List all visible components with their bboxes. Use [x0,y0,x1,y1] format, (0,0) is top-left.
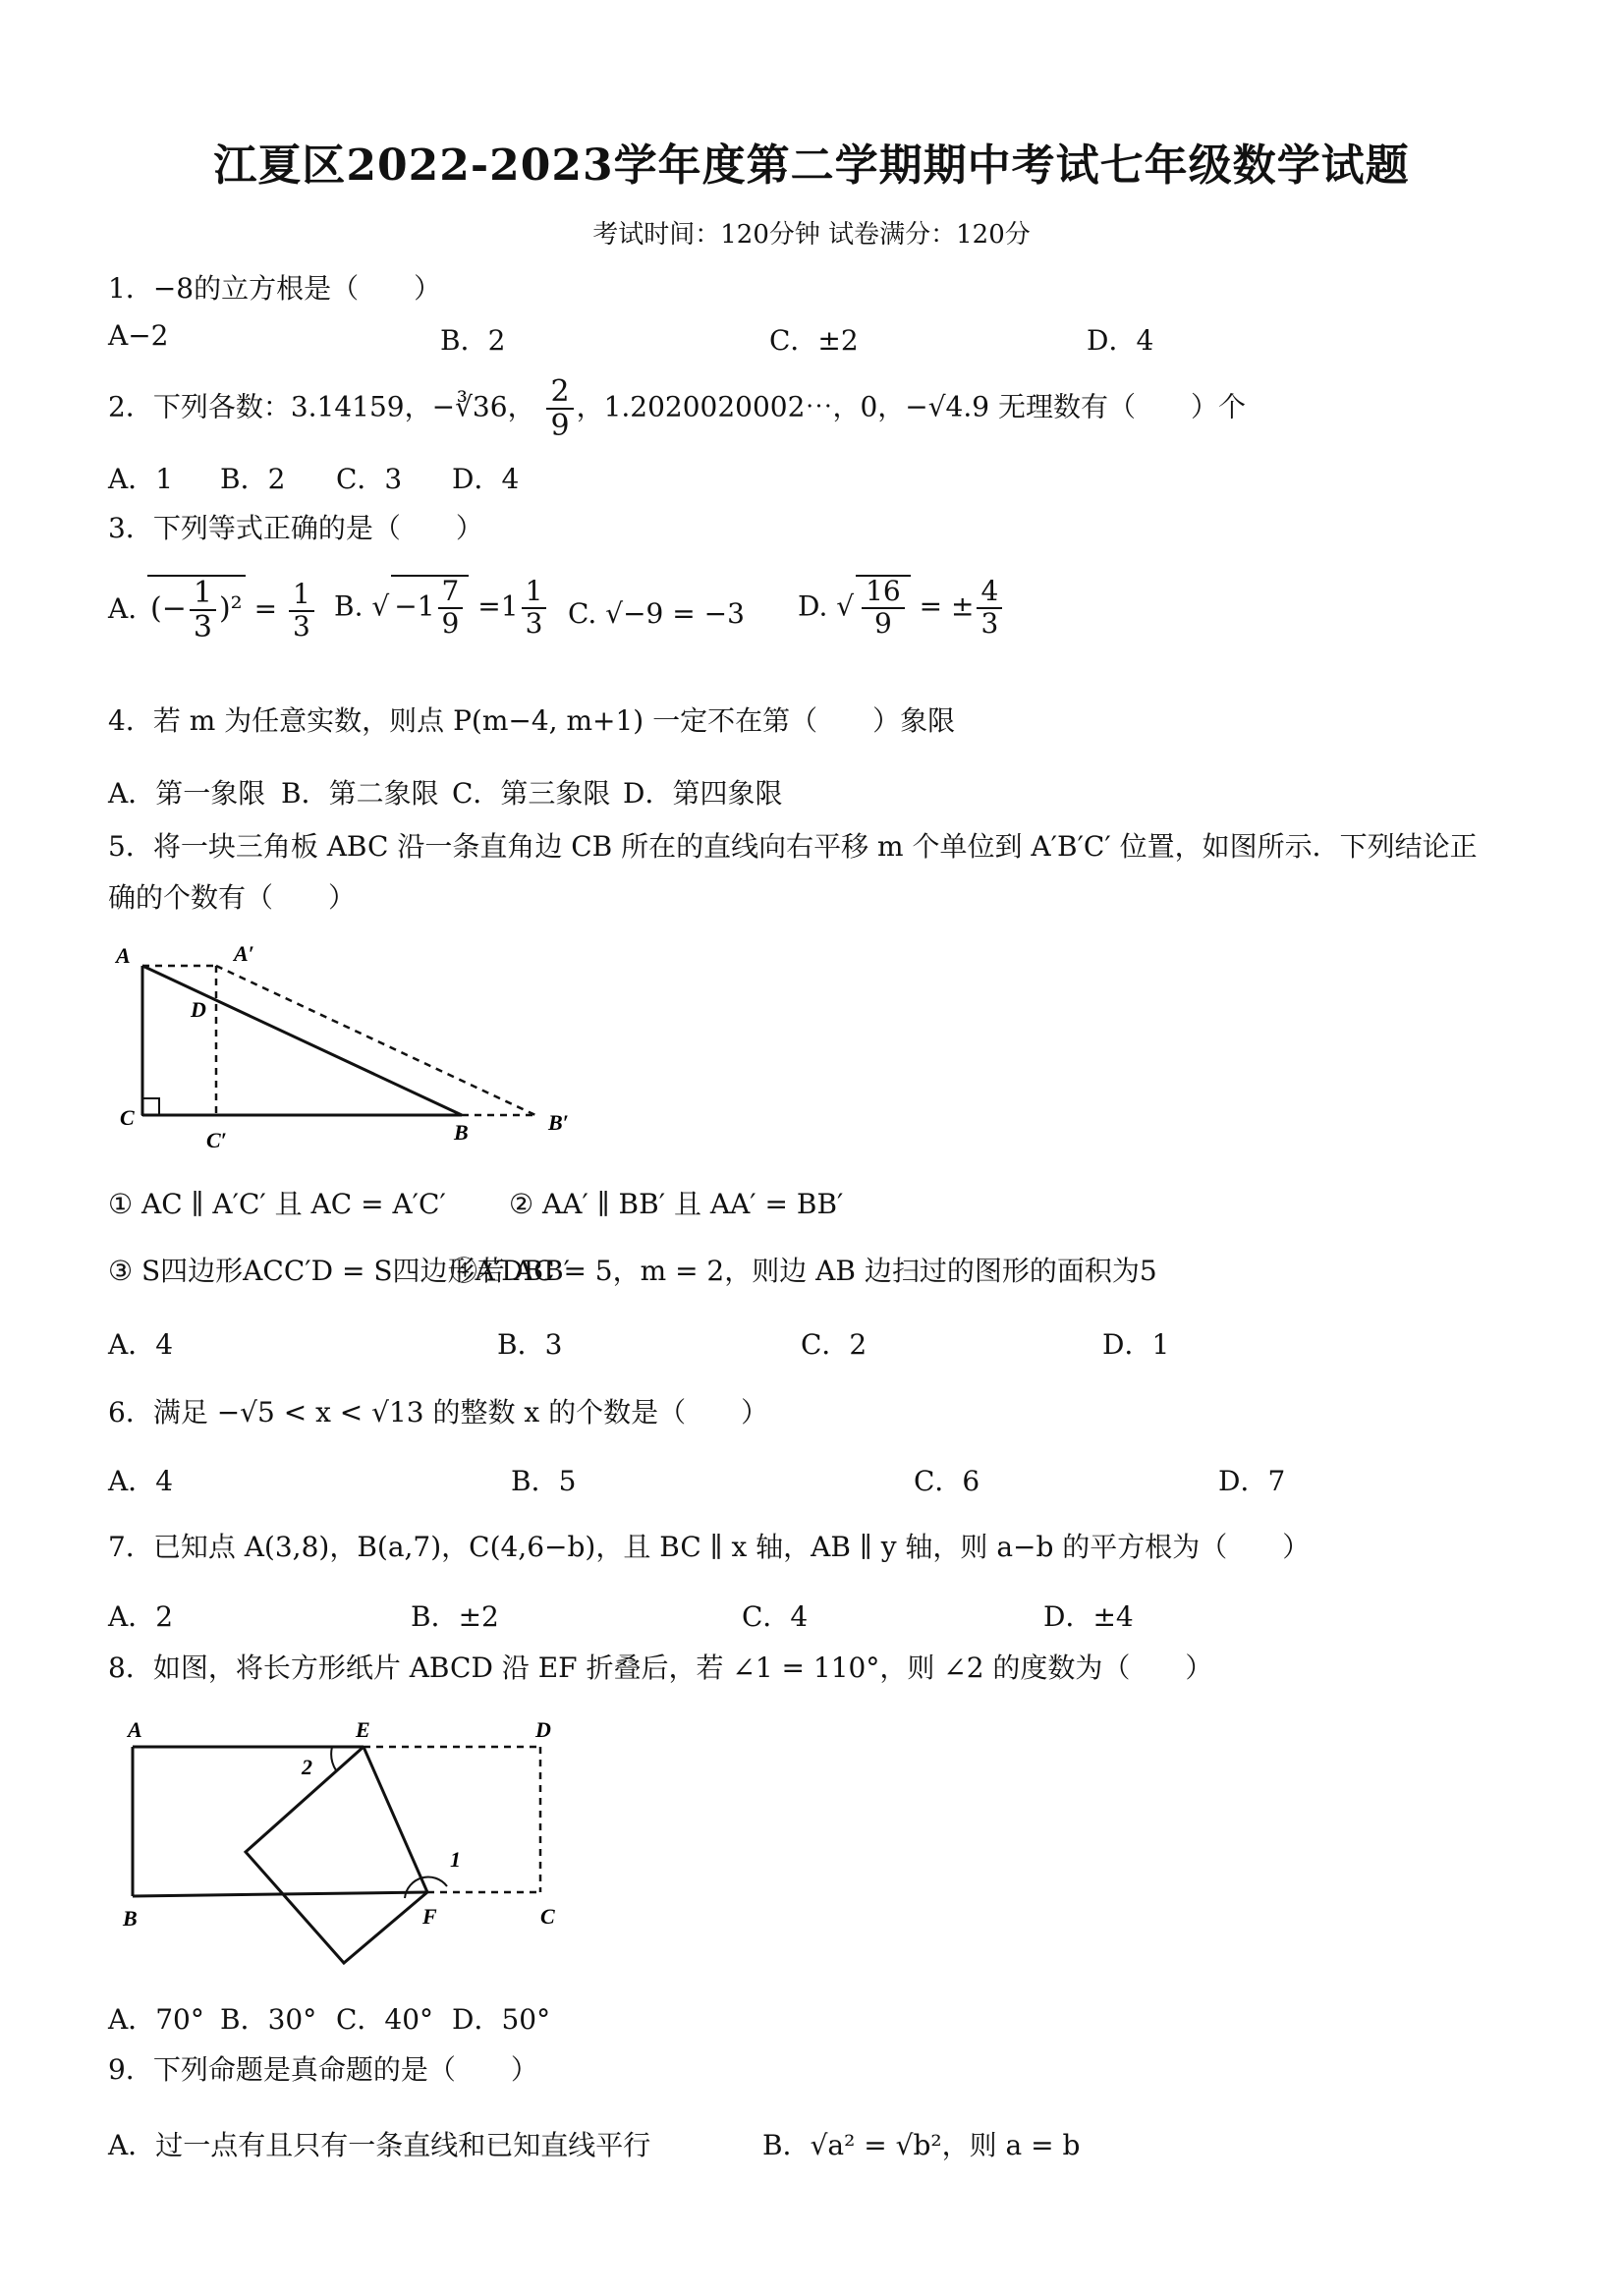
q5-label-C-prime: C′ [206,1128,227,1149]
q8-label-F: F [422,1904,437,1929]
q9-option-b: B．√a² = √b²，则 a = b [762,2129,1081,2161]
q3-stem: 3．下列等式正确的是（ ） [108,512,483,544]
q3-option-b: B. √ −1 $\frac{7}{9}$ =1 $\frac{1}{3}$ [334,575,549,640]
q4-stem: 4．若 m 为任意实数，则点 P(m−4, m+1) 一定不在第（ ）象限 [108,704,956,737]
q8-folded-rectangle-figure [108,1709,580,1975]
q4-option-a: A．第一象限 [108,777,266,810]
q8-label-D: D [535,1717,551,1742]
q5-stem-line2: 确的个数有（ ） [108,881,357,914]
q8-label-E: E [356,1717,370,1742]
q8-label-angle-2: 2 [302,1755,312,1779]
q2-option-c: C．3 [336,463,403,495]
q3-option-a: A. (− $\frac{1}{3}$ )² = $\frac{1}{3}$ [108,575,317,644]
q7-stem: 7．已知点 A(3,8)，B(a,7)，C(4,6−b)，且 BC ∥ x 轴，AB ∥ y 轴，则 a−b 的平方根为（ ） [108,1531,1311,1563]
q8-label-A: A [128,1717,142,1742]
q5-option-b: B．3 [497,1328,563,1361]
q3-option-d: D. √ $\frac{16}{9}$ = ± $\frac{4}{3}$ [798,575,1005,640]
q1-option-b: B．2 [440,324,506,357]
q1-stem: 1．−8的立方根是（ ） [108,272,442,305]
q5-label-B: B [454,1120,469,1145]
q5-option-d: D．1 [1102,1328,1170,1361]
q2-option-d: D．4 [452,463,520,495]
q5-triangle-figure [108,933,589,1149]
q1-option-a: A−2 [108,319,169,352]
q4-option-d: D．第四象限 [623,777,783,810]
q4-option-b: B．第二象限 [281,777,439,810]
q5-label-B-prime: B′ [548,1110,569,1135]
q8-option-a: A．70° [108,2003,204,2036]
q1-option-d: D．4 [1087,324,1154,357]
q5-label-C: C [120,1105,135,1130]
q6-option-a: A．4 [108,1465,174,1497]
exam-subtitle: 考试时间：120分钟 试卷满分：120分 [592,220,1031,250]
q5-statement-1: ① AC ∥ A′C′ 且 AC = A′C′ [108,1188,446,1220]
q5-label-A: A [116,943,131,968]
q6-option-b: B．5 [511,1465,577,1497]
q6-stem: 6．满足 −√5 < x < √13 的整数 x 的个数是（ ） [108,1396,769,1428]
q9-stem: 9．下列命题是真命题的是（ ） [108,2053,538,2086]
q5-option-c: C．2 [801,1328,867,1361]
q6-option-c: C．6 [914,1465,980,1497]
q2-stem: 2．下列各数：3.14159，−∛36， $\frac{2}{9}$ ，1.2020020002⋯，0，−√4.9 无理数有（ ）个 [108,374,1246,443]
q7-option-d: D．±4 [1043,1600,1134,1633]
q6-option-d: D．7 [1218,1465,1286,1497]
q8-option-d: D．50° [452,2003,551,2036]
q7-option-a: A．2 [108,1600,174,1633]
q4-option-c: C．第三象限 [452,777,611,810]
q8-stem: 8．如图，将长方形纸片 ABCD 沿 EF 折叠后，若 ∠1 = 110°，则 ∠2 的度数为（ ） [108,1652,1213,1684]
q8-option-b: B．30° [220,2003,317,2036]
q2-option-b: B．2 [220,463,286,495]
q8-option-c: C．40° [336,2003,434,2036]
q1-option-c: C．±2 [769,324,859,357]
exam-title: 江夏区2022-2023学年度第二学期期中考试七年级数学试题 [213,140,1410,191]
q9-option-a: A．过一点有且只有一条直线和已知直线平行 [108,2129,651,2161]
q5-label-D: D [191,997,206,1022]
q7-option-b: B．±2 [411,1600,499,1633]
q2-option-a: A．1 [108,463,174,495]
q8-label-B: B [123,1906,138,1931]
q5-stem-line1: 5．将一块三角板 ABC 沿一条直角边 CB 所在的直线向右平移 m 个单位到 A′B′C′ 位置，如图所示．下列结论正 [108,830,1478,863]
q5-statement-3: ③ S四边形ACC′D = S四边形A′DBB′ [108,1255,571,1287]
q3-option-c: C. √−9 = −3 [568,597,745,630]
q5-statement-2: ② AA′ ∥ BB′ 且 AA′ = BB′ [509,1188,844,1220]
q8-label-C: C [540,1904,555,1929]
q7-option-c: C．4 [742,1600,809,1633]
q5-option-a: A．4 [108,1328,174,1361]
q5-statement-4: ④若 AC = 5，m = 2，则边 AB 边扫过的图形的面积为5 [450,1255,1157,1287]
q8-label-angle-1: 1 [450,1847,461,1872]
q5-label-A-prime: A′ [234,941,254,966]
